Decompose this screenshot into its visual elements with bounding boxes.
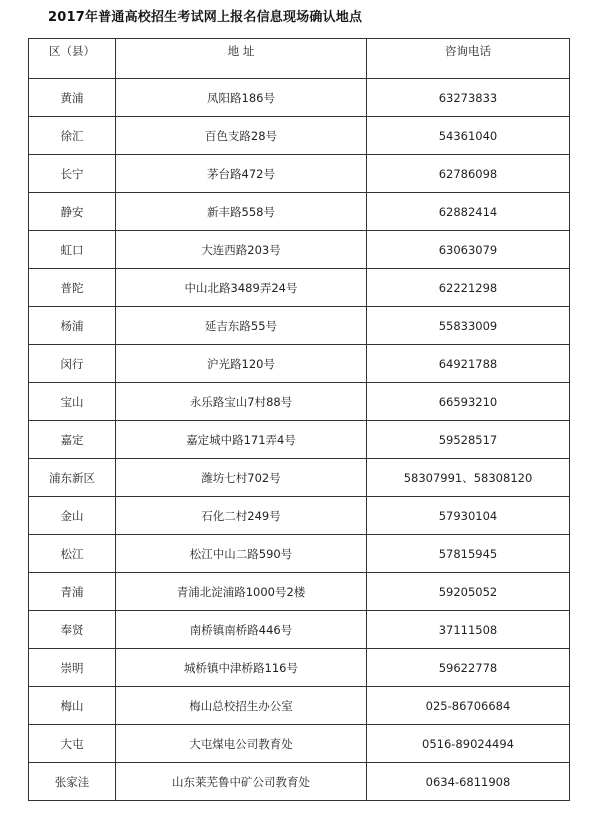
address-cell: 青浦北淀浦路1000号2楼 — [116, 573, 367, 611]
table-row — [29, 383, 570, 421]
address-cell: 南桥镇南桥路446号 — [116, 611, 367, 649]
phone-cell: 62221298 — [367, 269, 570, 307]
phone-cell: 66593210 — [367, 383, 570, 421]
district-cell: 崇明 — [29, 649, 116, 687]
address-cell: 城桥镇中津桥路116号 — [116, 649, 367, 687]
table-row — [29, 345, 570, 383]
table-row — [29, 307, 570, 345]
table-row — [29, 573, 570, 611]
address-cell: 大连西路203号 — [116, 231, 367, 269]
address-cell: 永乐路宝山7村88号 — [116, 383, 367, 421]
district-cell: 梅山 — [29, 687, 116, 725]
address-cell: 中山北路3489弄24号 — [116, 269, 367, 307]
address-cell: 山东莱芜鲁中矿公司教育处 — [116, 763, 367, 801]
phone-cell: 57815945 — [367, 535, 570, 573]
phone-cell: 63063079 — [367, 231, 570, 269]
table-row — [29, 269, 570, 307]
district-cell: 虹口 — [29, 231, 116, 269]
header-district: 区（县） — [29, 39, 116, 79]
table-row — [29, 231, 570, 269]
table-row — [29, 79, 570, 117]
table-row — [29, 725, 570, 763]
table-row — [29, 535, 570, 573]
address-cell: 大屯煤电公司教育处 — [116, 725, 367, 763]
page-title: 2017年普通高校招生考试网上报名信息现场确认地点 — [48, 10, 363, 25]
phone-cell: 59205052 — [367, 573, 570, 611]
table-row — [29, 611, 570, 649]
district-cell: 普陀 — [29, 269, 116, 307]
district-cell: 青浦 — [29, 573, 116, 611]
address-cell: 嘉定城中路171弄4号 — [116, 421, 367, 459]
district-cell: 徐汇 — [29, 117, 116, 155]
address-cell: 潍坊七村702号 — [116, 459, 367, 497]
phone-cell: 63273833 — [367, 79, 570, 117]
district-cell: 奉贤 — [29, 611, 116, 649]
phone-cell: 0634-6811908 — [367, 763, 570, 801]
address-cell: 石化二村249号 — [116, 497, 367, 535]
district-cell: 静安 — [29, 193, 116, 231]
district-cell: 杨浦 — [29, 307, 116, 345]
address-cell: 沪光路120号 — [116, 345, 367, 383]
district-cell: 金山 — [29, 497, 116, 535]
table-row — [29, 763, 570, 801]
phone-cell: 59528517 — [367, 421, 570, 459]
table-row — [29, 687, 570, 725]
address-cell: 凤阳路186号 — [116, 79, 367, 117]
phone-cell: 54361040 — [367, 117, 570, 155]
address-cell: 延吉东路55号 — [116, 307, 367, 345]
address-cell: 新丰路558号 — [116, 193, 367, 231]
phone-cell: 0516-89024494 — [367, 725, 570, 763]
district-cell: 大屯 — [29, 725, 116, 763]
district-cell: 松江 — [29, 535, 116, 573]
header-phone: 咨询电话 — [367, 39, 570, 79]
district-cell: 长宁 — [29, 155, 116, 193]
district-cell: 黄浦 — [29, 79, 116, 117]
address-cell: 梅山总校招生办公室 — [116, 687, 367, 725]
phone-cell: 57930104 — [367, 497, 570, 535]
address-cell: 松江中山二路590号 — [116, 535, 367, 573]
district-cell: 浦东新区 — [29, 459, 116, 497]
address-cell: 茅台路472号 — [116, 155, 367, 193]
address-cell: 百色支路28号 — [116, 117, 367, 155]
location-table — [28, 38, 570, 801]
phone-cell: 37111508 — [367, 611, 570, 649]
table-row — [29, 155, 570, 193]
table-row — [29, 193, 570, 231]
district-cell: 嘉定 — [29, 421, 116, 459]
district-cell: 闵行 — [29, 345, 116, 383]
header-address: 地 址 — [116, 39, 367, 79]
phone-cell: 58307991、58308120 — [367, 459, 570, 497]
table-row — [29, 497, 570, 535]
table-row — [29, 459, 570, 497]
phone-cell: 62786098 — [367, 155, 570, 193]
district-cell: 张家洼 — [29, 763, 116, 801]
table-row — [29, 117, 570, 155]
phone-cell: 64921788 — [367, 345, 570, 383]
district-cell: 宝山 — [29, 383, 116, 421]
table-header-row — [29, 39, 570, 79]
table-row — [29, 421, 570, 459]
table-row — [29, 649, 570, 687]
phone-cell: 55833009 — [367, 307, 570, 345]
phone-cell: 025-86706684 — [367, 687, 570, 725]
phone-cell: 62882414 — [367, 193, 570, 231]
phone-cell: 59622778 — [367, 649, 570, 687]
